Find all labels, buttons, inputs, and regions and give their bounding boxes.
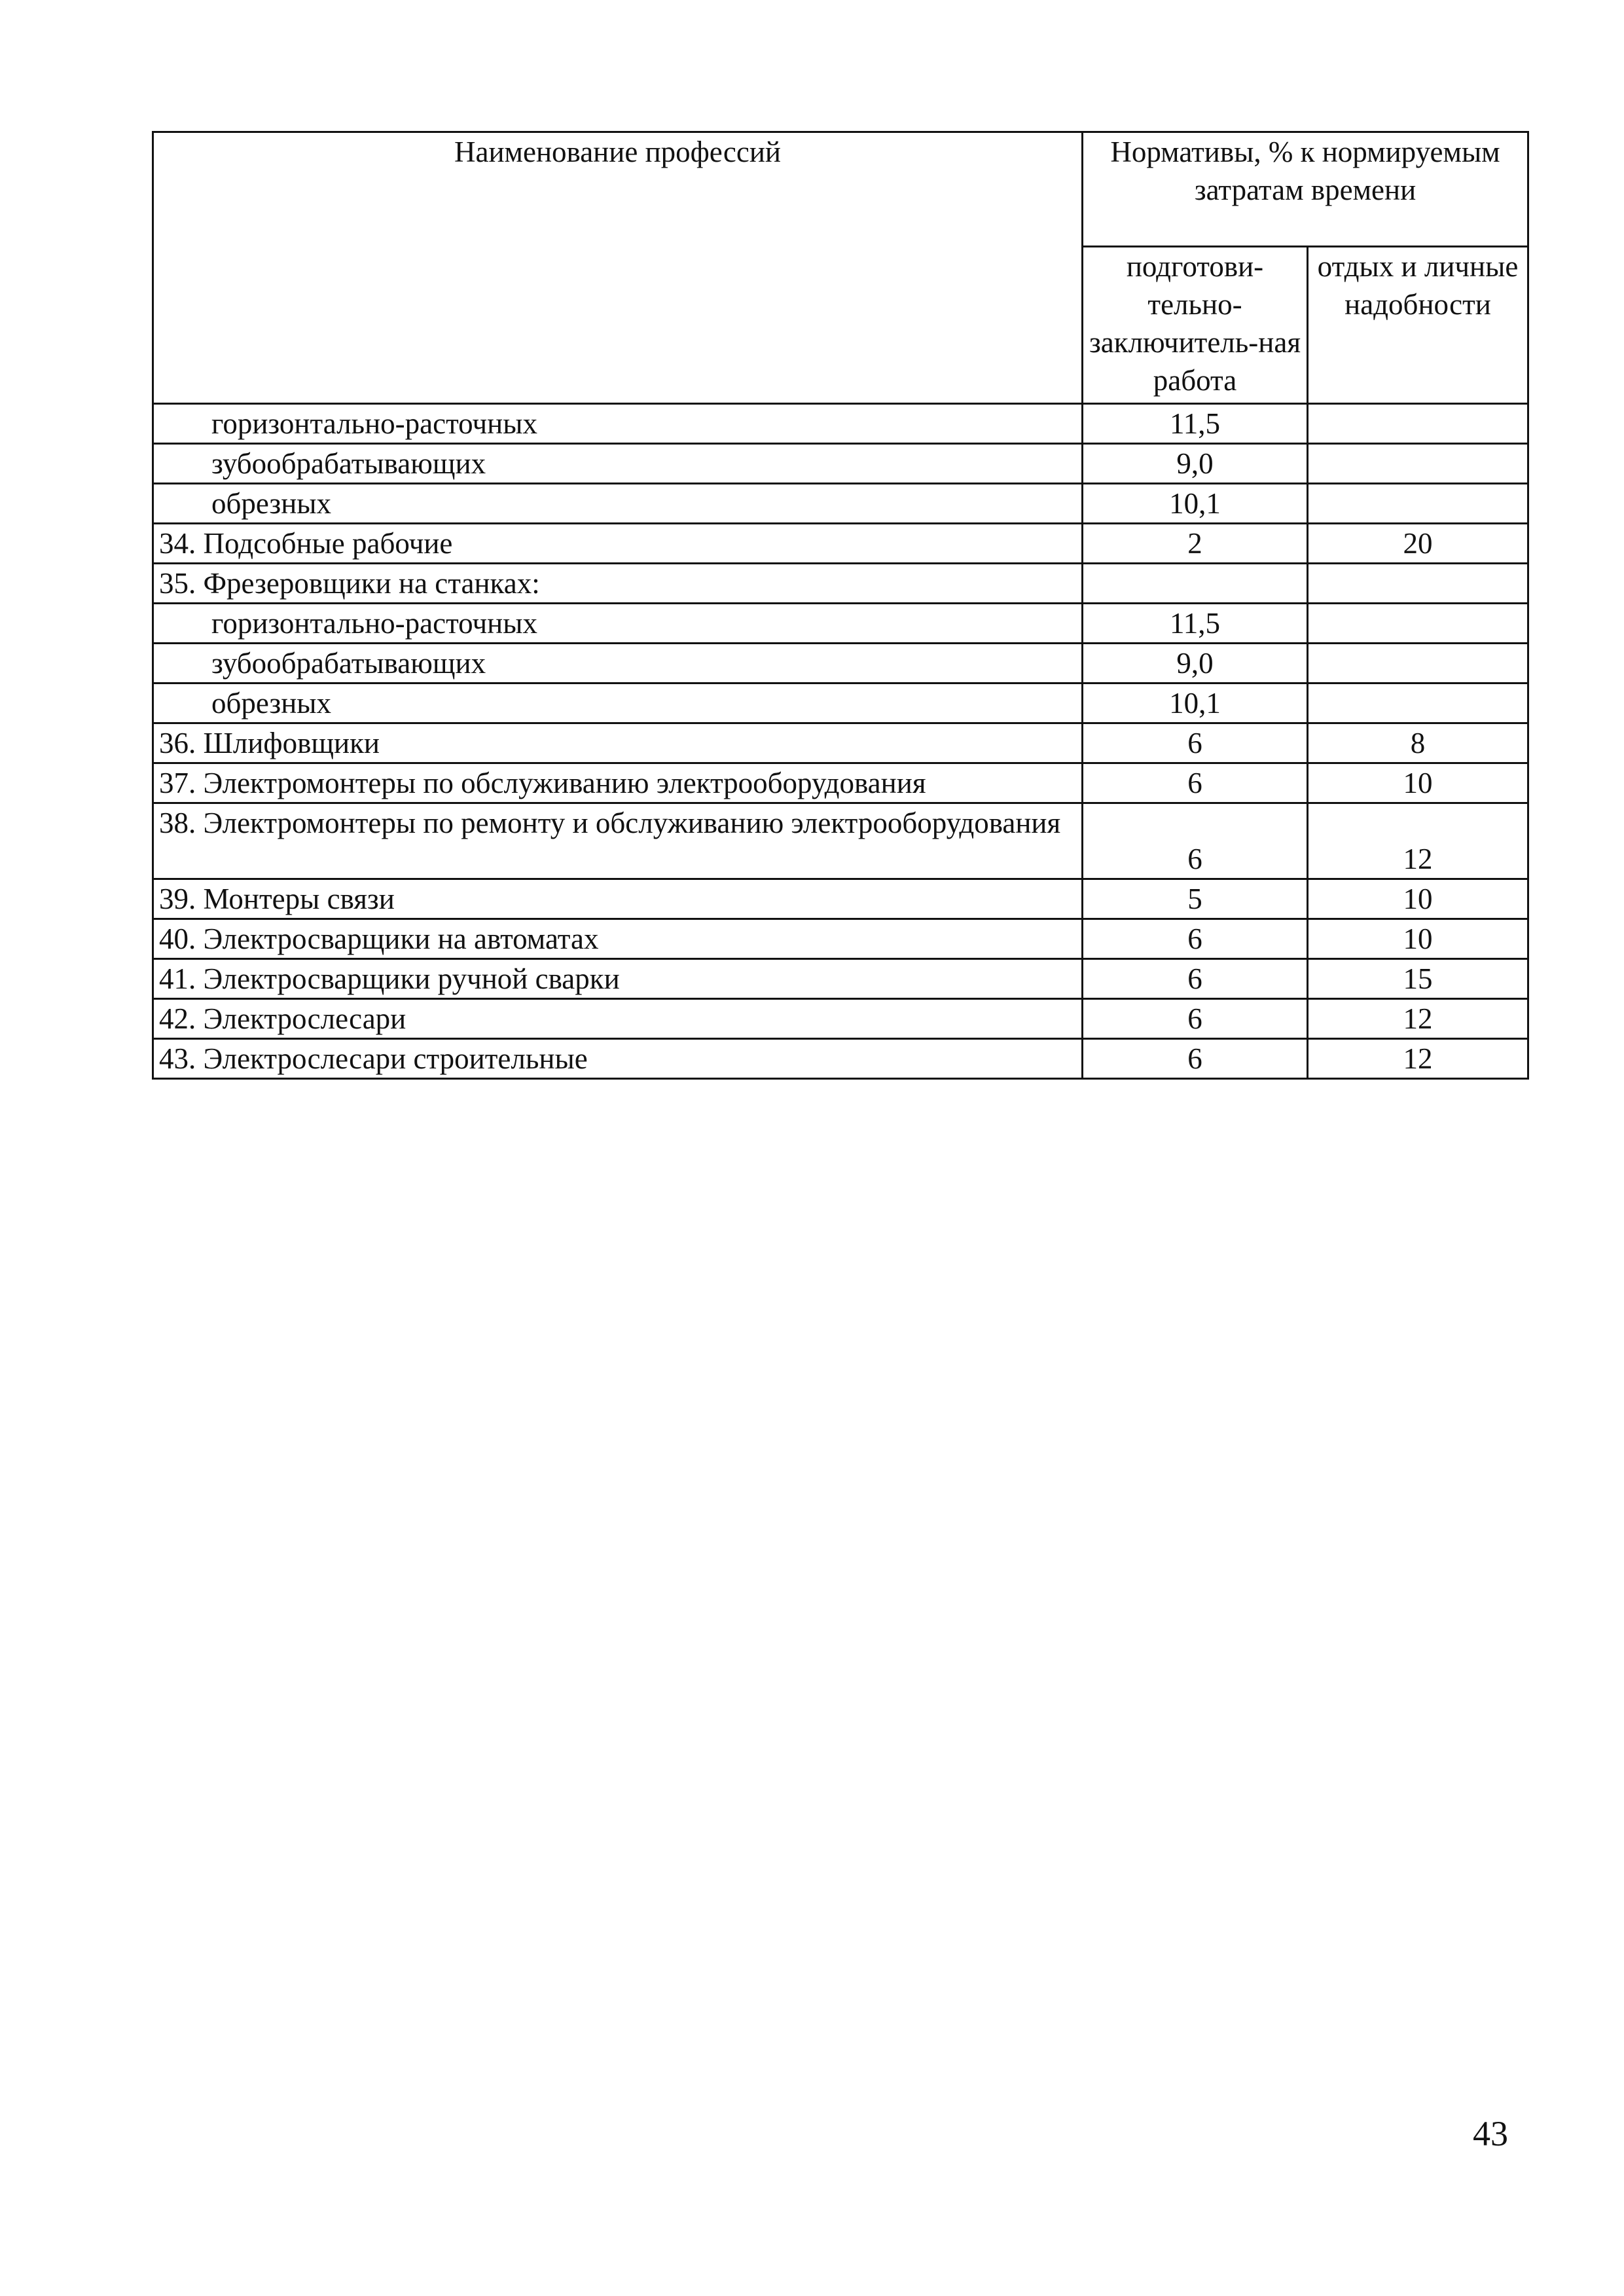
header-rest: отдых и личные надобности: [1308, 247, 1528, 404]
rest-value: [1308, 444, 1528, 484]
prep-value: 9,0: [1083, 444, 1308, 484]
rest-value: 12: [1308, 803, 1528, 879]
prep-value: 2: [1083, 524, 1308, 564]
rest-value: [1308, 683, 1528, 723]
prep-value: 6: [1083, 803, 1308, 879]
profession-cell: 42. Электрослесари: [153, 999, 1083, 1039]
header-norms: Нормативы, % к нормируемым затратам времени: [1083, 132, 1528, 247]
rest-value: 15: [1308, 959, 1528, 999]
rest-value: [1308, 644, 1528, 683]
rest-value: 12: [1308, 999, 1528, 1039]
profession-cell: 39. Монтеры связи: [153, 879, 1083, 919]
profession-cell: зубообрабатывающих: [153, 444, 1083, 484]
table-row: [153, 524, 1528, 564]
table-row: [153, 919, 1528, 959]
profession-cell: зубообрабатывающих: [153, 644, 1083, 683]
profession-cell: обрезных: [153, 484, 1083, 524]
prep-value: 11,5: [1083, 604, 1308, 644]
table-row: [153, 999, 1528, 1039]
table-row: [153, 564, 1528, 604]
rest-value: 12: [1308, 1039, 1528, 1079]
rest-value: 20: [1308, 524, 1528, 564]
rest-value: [1308, 484, 1528, 524]
profession-cell: 40. Электросварщики на автоматах: [153, 919, 1083, 959]
profession-cell: горизонтально-расточных: [153, 604, 1083, 644]
table-row: [153, 879, 1528, 919]
prep-value: 10,1: [1083, 484, 1308, 524]
profession-cell: 43. Электрослесари строительные: [153, 1039, 1083, 1079]
prep-value: [1083, 564, 1308, 604]
table-row: [153, 723, 1528, 763]
rest-value: [1308, 564, 1528, 604]
rest-value: [1308, 604, 1528, 644]
table-row: [153, 959, 1528, 999]
header-profession: Наименование профессий: [153, 132, 1083, 404]
prep-value: 10,1: [1083, 683, 1308, 723]
table-row: [153, 644, 1528, 683]
prep-value: 9,0: [1083, 644, 1308, 683]
page-number: 43: [1473, 2114, 1508, 2153]
profession-cell: 37. Электромонтеры по обслуживанию электрооборудования: [153, 763, 1083, 803]
rest-value: 8: [1308, 723, 1528, 763]
table-row: [153, 484, 1528, 524]
profession-cell: обрезных: [153, 683, 1083, 723]
prep-value: 6: [1083, 1039, 1308, 1079]
prep-value: 6: [1083, 723, 1308, 763]
header-prep-work: подготови-тельно-заключитель-ная работа: [1083, 247, 1308, 404]
profession-cell: 38. Электромонтеры по ремонту и обслуживанию электрооборудования: [153, 803, 1083, 879]
table-row: [153, 763, 1528, 803]
table-row: [153, 604, 1528, 644]
prep-value: 6: [1083, 919, 1308, 959]
table-row: [153, 404, 1528, 444]
prep-value: 11,5: [1083, 404, 1308, 444]
profession-cell: горизонтально-расточных: [153, 404, 1083, 444]
prep-value: 6: [1083, 763, 1308, 803]
rest-value: 10: [1308, 763, 1528, 803]
profession-cell: 35. Фрезеровщики на станках:: [153, 564, 1083, 604]
profession-cell: 34. Подсобные рабочие: [153, 524, 1083, 564]
rest-value: 10: [1308, 919, 1528, 959]
table-row: [153, 444, 1528, 484]
norms-table: [152, 131, 1529, 1080]
table-row: [153, 683, 1528, 723]
rest-value: 10: [1308, 879, 1528, 919]
profession-cell: 36. Шлифовщики: [153, 723, 1083, 763]
prep-value: 6: [1083, 999, 1308, 1039]
rest-value: [1308, 404, 1528, 444]
profession-cell: 41. Электросварщики ручной сварки: [153, 959, 1083, 999]
prep-value: 5: [1083, 879, 1308, 919]
table-row: [153, 803, 1528, 879]
table-row: [153, 1039, 1528, 1079]
prep-value: 6: [1083, 959, 1308, 999]
